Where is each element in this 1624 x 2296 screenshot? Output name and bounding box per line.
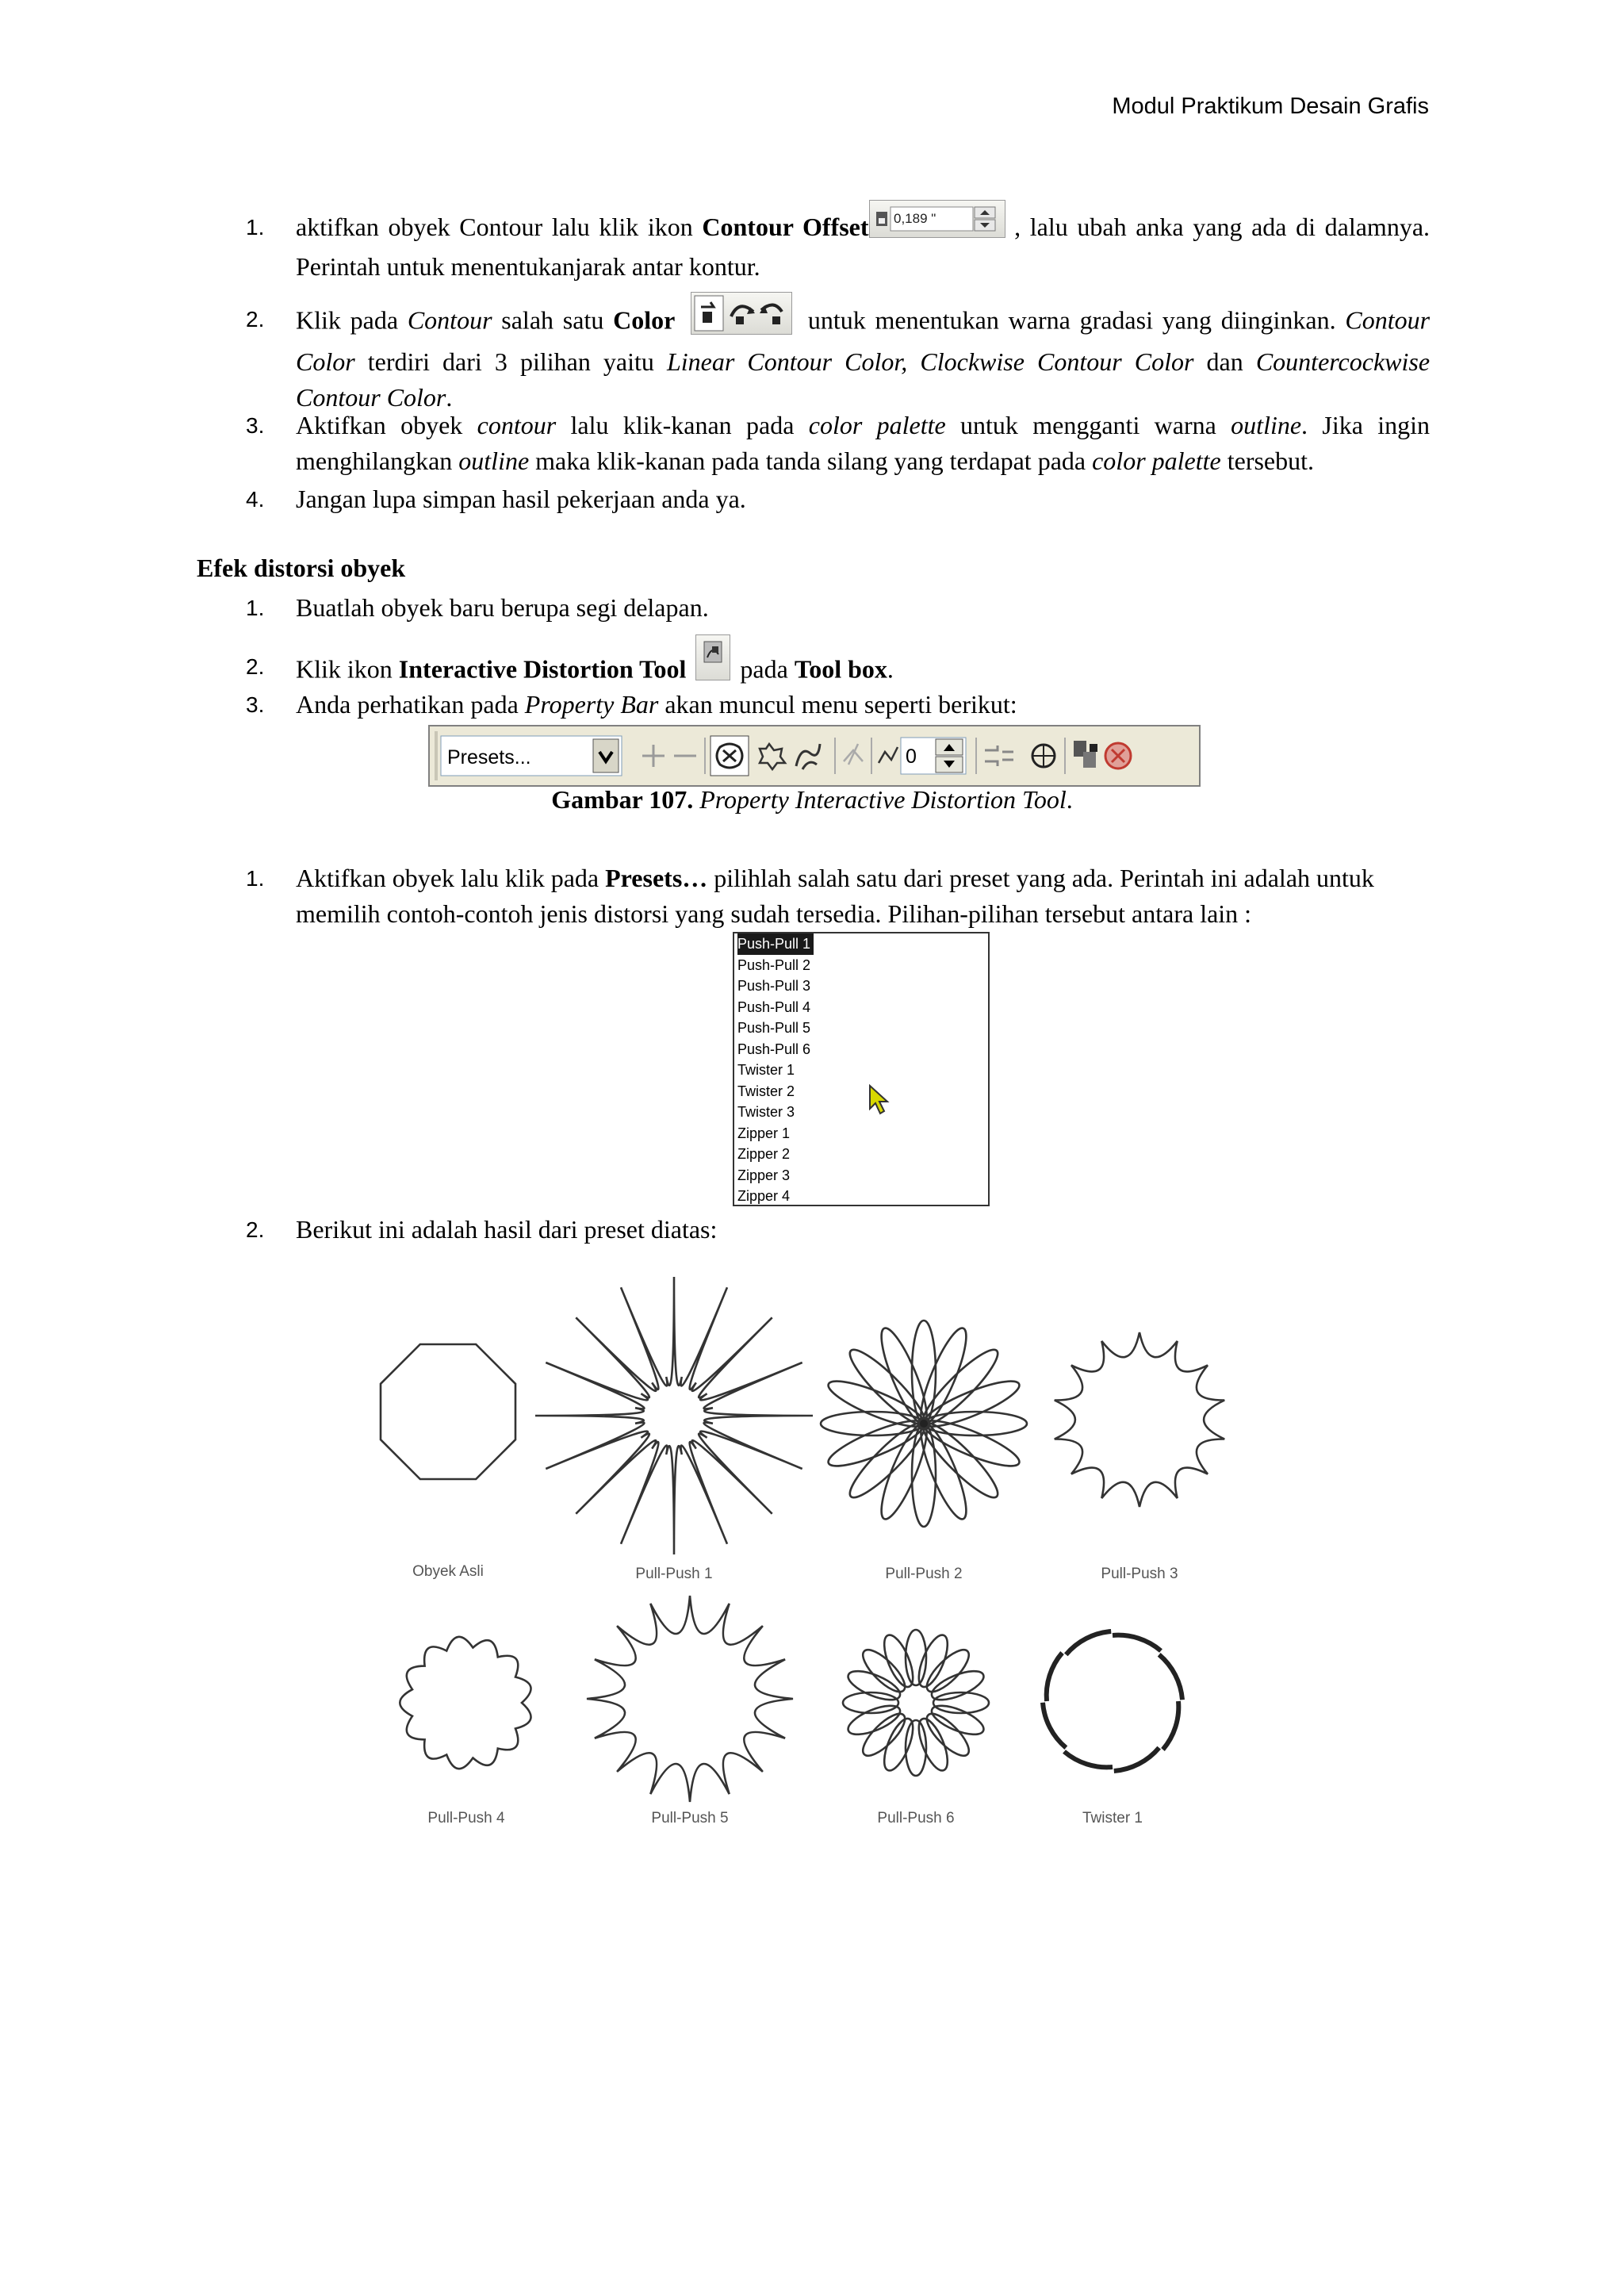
list-number: 3. bbox=[246, 413, 265, 438]
svg-text:0,189 ": 0,189 " bbox=[893, 210, 936, 226]
zipper-distortion-icon[interactable] bbox=[760, 744, 785, 769]
preset-option[interactable]: Zipper 4 bbox=[737, 1188, 791, 1204]
presets-list[interactable] bbox=[733, 932, 990, 1206]
mouse-cursor-icon bbox=[868, 1083, 891, 1117]
preset-option[interactable]: Zipper 2 bbox=[737, 1146, 791, 1162]
pull-push-6-petal bbox=[928, 1665, 987, 1706]
twister-distortion-icon[interactable] bbox=[796, 744, 820, 769]
distortion-tool-icon bbox=[696, 635, 730, 680]
twister-1-segment bbox=[1047, 1653, 1063, 1701]
section-title: Efek distorsi obyek bbox=[197, 554, 406, 582]
pull-push-5-shape bbox=[587, 1596, 793, 1802]
shape-label: Twister 1 bbox=[1082, 1810, 1143, 1826]
octagon-shape bbox=[381, 1344, 515, 1479]
pull-push-6-petal bbox=[857, 1644, 911, 1698]
preset-option[interactable]: Twister 1 bbox=[737, 1062, 795, 1078]
pull-push-6-petal bbox=[913, 1715, 953, 1774]
contour-offset-control[interactable] bbox=[869, 200, 1005, 238]
presets-label: Presets... bbox=[447, 746, 531, 769]
pull-push-6-petal bbox=[857, 1708, 911, 1761]
pull-push-6-petal bbox=[921, 1708, 975, 1761]
twister-1-segment bbox=[1159, 1654, 1182, 1700]
list-number: 2. bbox=[246, 1217, 265, 1242]
shape-label: Obyek Asli bbox=[412, 1563, 484, 1580]
pull-push-6-petal bbox=[913, 1631, 953, 1691]
pull-push-6-petal bbox=[928, 1700, 987, 1740]
list-item: Aktifkan obyek contour lalu klik-kanan pada color palette untuk mengganti warna outline. Jika ingin menghilangkan outline maka klik-kanan pada tanda silang yang terdapat pada color palette tersebut. bbox=[296, 411, 1431, 475]
twister-1-segment bbox=[1114, 1748, 1159, 1771]
twister-1-segment bbox=[1064, 1752, 1113, 1768]
list-number: 3. bbox=[246, 692, 265, 717]
twister-1-segment bbox=[1113, 1635, 1161, 1651]
shape-label: Pull-Push 4 bbox=[427, 1810, 505, 1826]
figure-caption: Gambar 107. Property Interactive Distortion Tool. bbox=[551, 785, 1073, 814]
add-preset-icon[interactable] bbox=[642, 745, 665, 767]
preset-option[interactable]: Push-Pull 1 bbox=[734, 933, 988, 955]
property-bar-graphic bbox=[430, 726, 1199, 785]
list-number: 1. bbox=[246, 215, 265, 240]
svg-text:0: 0 bbox=[906, 746, 917, 768]
list-item: Berikut ini adalah hasil dari preset diatas: bbox=[296, 1215, 718, 1244]
list-number: 1. bbox=[246, 596, 265, 620]
page-header: Modul Praktikum Desain Grafis bbox=[1112, 94, 1429, 119]
list-number: 1. bbox=[246, 866, 265, 891]
list-number: 2. bbox=[246, 654, 265, 679]
contour-offset-icon bbox=[870, 201, 1005, 237]
list-number: 2. bbox=[246, 307, 265, 332]
property-bar bbox=[428, 725, 1201, 787]
preset-option[interactable]: Twister 2 bbox=[737, 1083, 795, 1099]
interactive-distortion-tool-button[interactable] bbox=[695, 634, 730, 680]
pull-push-6-petal bbox=[845, 1700, 904, 1740]
preset-option[interactable]: Twister 3 bbox=[737, 1104, 795, 1120]
twister-1-segment bbox=[1163, 1701, 1179, 1750]
preset-option[interactable]: Push-Pull 2 bbox=[737, 956, 811, 973]
shape-label: Pull-Push 5 bbox=[651, 1810, 729, 1826]
shape-label: Pull-Push 3 bbox=[1101, 1566, 1178, 1582]
pull-push-4-shape bbox=[400, 1637, 530, 1769]
list-item: Aktifkan obyek lalu klik pada Presets… pilihlah salah satu dari preset yang ada. Perintah ini adalah untuk memilih contoh-contoh jenis distorsi yang sudah tersedia. Pilihan-pilihan tersebut antara lain : bbox=[296, 864, 1374, 928]
pull-push-6-petal bbox=[845, 1665, 904, 1706]
preset-option[interactable]: Push-Pull 6 bbox=[737, 1041, 811, 1057]
preset-option[interactable]: Push-Pull 3 bbox=[737, 978, 811, 994]
pull-push-2-center bbox=[920, 1420, 928, 1428]
shape-label: Pull-Push 6 bbox=[877, 1810, 955, 1826]
preset-option[interactable]: Push-Pull 4 bbox=[737, 999, 811, 1015]
list-item: Anda perhatikan pada Property Bar akan muncul menu seperti berikut: bbox=[296, 690, 1017, 719]
distortion-center-icon[interactable] bbox=[844, 744, 863, 765]
preset-option[interactable]: Zipper 1 bbox=[737, 1125, 791, 1141]
list-item: Klik ikon Interactive Distortion Tool pada Tool box. bbox=[296, 649, 1430, 695]
pull-push-1-shape bbox=[535, 1277, 813, 1554]
contour-color-icons bbox=[691, 293, 791, 334]
twister-1-segment bbox=[1066, 1631, 1111, 1654]
frequency-icon[interactable] bbox=[985, 746, 1013, 766]
list-item: Jangan lupa simpan hasil pekerjaan anda ya. bbox=[296, 485, 746, 513]
list-item: aktifkan obyek Contour lalu klik ikon Contour Offset 0,189 " , lalu ubah anka yang ada di dalamnya. Perintah untuk menentukanjarak antar kontur. bbox=[296, 209, 1430, 285]
contour-color-buttons[interactable] bbox=[691, 292, 792, 335]
preset-option[interactable]: Zipper 3 bbox=[737, 1167, 791, 1183]
shape-label: Pull-Push 1 bbox=[635, 1566, 713, 1582]
shape-label: Pull-Push 2 bbox=[885, 1566, 963, 1582]
pull-push-6-petal bbox=[921, 1644, 975, 1698]
pull-push-3-shape bbox=[1055, 1332, 1224, 1507]
list-number: 4. bbox=[246, 487, 265, 512]
preset-option[interactable]: Push-Pull 5 bbox=[737, 1020, 811, 1036]
twister-1-segment bbox=[1043, 1703, 1066, 1748]
presets-dropdown-arrow[interactable] bbox=[593, 739, 619, 772]
pull-push-6-petal bbox=[879, 1631, 919, 1691]
distortion-results-figure bbox=[365, 1261, 1261, 1832]
list-item: Klik pada Contour salah satu Color untuk menentukan warna gradasi yang diinginkan. Contour Color terdiri dari 3 pilihan yaitu Linear Contour Color, Clockwise Contour Color dan Countercockwise Contour Color. bbox=[296, 301, 1430, 416]
list-item: Buatlah obyek baru berupa segi delapan. bbox=[296, 593, 709, 622]
pull-push-6-petal bbox=[879, 1715, 919, 1774]
amplitude-icon bbox=[879, 747, 898, 763]
